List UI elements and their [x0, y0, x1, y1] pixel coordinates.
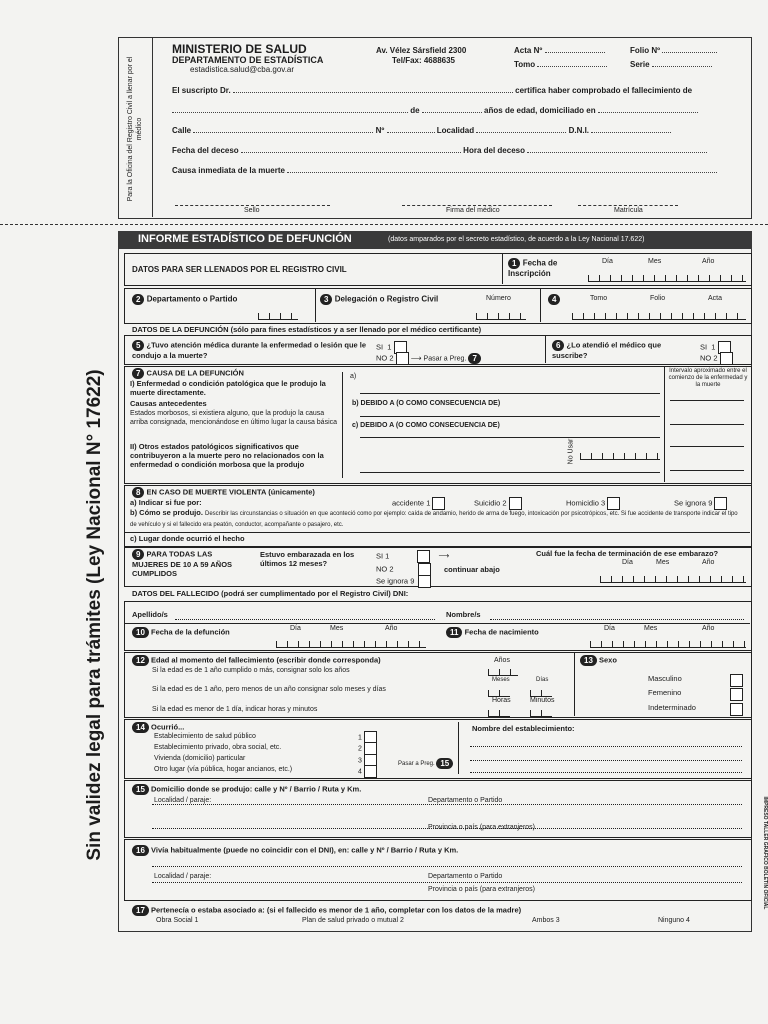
intervalo-a[interactable] [670, 400, 744, 401]
datos-fallecido-title: DATOS DEL FALLECIDO (podrá ser cumplimentado por el Registro Civil) DNI: [132, 589, 409, 598]
watermark-text: Sin validez legal para trámites (Ley Nacional N° 17622) [84, 369, 105, 861]
top-side-label: Para la Oficina del Registro Civil a llenar por el médico [127, 56, 143, 202]
firma-label: Firma del médico [446, 207, 500, 214]
informe-title: INFORME ESTADÍSTICO DE DEFUNCIÓN [138, 233, 352, 245]
indeterminado-checkbox[interactable] [730, 703, 743, 716]
q11-label: 11 Fecha de nacimiento [446, 627, 539, 638]
edad-dias-field[interactable] [530, 686, 552, 697]
edad-horas-field[interactable] [488, 706, 510, 717]
edad-row: de años de edad, domiciliado en [172, 106, 740, 115]
fecha-row: Fecha del deceso Hora del deceso [172, 146, 740, 155]
q5-no-checkbox[interactable] [396, 352, 409, 365]
fecha-nacimiento-field[interactable] [590, 637, 746, 648]
depto-field[interactable] [258, 309, 298, 320]
tomo-folio-acta-field[interactable] [572, 309, 746, 320]
q9-si-checkbox[interactable] [417, 550, 430, 563]
edad-anios-field[interactable] [488, 665, 518, 676]
domicilio-field[interactable] [152, 804, 742, 805]
nombre-establecimiento-1[interactable] [470, 746, 742, 747]
nombre-establecimiento-3[interactable] [470, 772, 742, 773]
cause-b-field[interactable] [360, 416, 660, 417]
apellido-field[interactable] [175, 619, 435, 620]
cause-c-field[interactable] [360, 437, 660, 438]
nombre-establecimiento-2[interactable] [470, 760, 742, 761]
masculino-checkbox[interactable] [730, 674, 743, 687]
q1-label: 1 Fecha de Inscripción [508, 258, 558, 278]
folio-label: Folio Nº [630, 46, 717, 55]
firma-line [402, 205, 552, 206]
femenino-checkbox[interactable] [730, 688, 743, 701]
cut-line [0, 224, 768, 225]
email: estadistica.salud@cba.gov.ar [190, 65, 295, 74]
edad-meses-field[interactable] [488, 686, 510, 697]
fecha-inscripcion-field[interactable] [588, 271, 746, 282]
q8-title: 8 EN CASO DE MUERTE VIOLENTA (únicamente) [132, 487, 315, 498]
cause-a-field[interactable] [360, 393, 660, 394]
delegacion-field[interactable] [476, 309, 526, 320]
intervalo-b[interactable] [670, 424, 744, 425]
address: Av. Vélez Sársfield 2300 [376, 46, 467, 55]
q12-label: 12 Edad al momento del fallecimiento (escribir donde corresponda) [132, 655, 381, 666]
datos-defuncion-title: DATOS DE LA DEFUNCIÓN (sólo para fines estadísticos y a ser llenado por el médico certificante) [132, 325, 482, 334]
nombre-field[interactable] [490, 619, 744, 620]
ministry-title: MINISTERIO DE SALUD [172, 42, 307, 56]
matricula-line [578, 205, 678, 206]
q16-label: 16 Vivía habitualmente (puede no coincidir con el DNI), en: calle y Nº / Barrio / Ruta y Km. [132, 845, 458, 856]
vivia-field[interactable] [152, 866, 742, 867]
plan-salud-option[interactable]: Plan de salud privado o mutual 2 [302, 917, 404, 924]
no-usar-field [580, 449, 660, 460]
department: DEPARTAMENTO DE ESTADÍSTICA [172, 55, 324, 65]
top-side-divider [152, 37, 153, 217]
serie-label: Serie [630, 60, 712, 69]
tomo-label: Tomo [514, 60, 607, 69]
q6-no-checkbox[interactable] [720, 352, 733, 365]
q17-label: 17 Pertenecía o estaba asociado a: (si el fallecido es menor de 1 año, completar con los datos de la madre) [132, 905, 521, 916]
sello-label: Sello [244, 207, 260, 214]
q13-label: 13 Sexo [580, 655, 617, 666]
fecha-defuncion-field[interactable] [276, 637, 426, 648]
cause-ii-field[interactable] [360, 472, 660, 473]
q9-title: 9 PARA TODAS LAS MUJERES DE 10 A 59 AÑOS CUMPLIDOS [132, 549, 233, 578]
q15-label: 15 Domicilio donde se produjo: calle y Nº / Barrio / Ruta y Km. [132, 784, 361, 795]
registro-title: DATOS PARA SER LLENADOS POR EL REGISTRO CIVIL [132, 265, 347, 274]
obra-social-option[interactable]: Obra Social 1 [156, 917, 199, 924]
ambos-option[interactable]: Ambos 3 [532, 917, 560, 924]
suscripto-row: El suscripto Dr. certifica haber comprobado el fallecimiento de [172, 86, 693, 95]
q6-label: 6 ¿Lo atendió el médico que suscribe? [552, 340, 662, 360]
q2-label: 2 Departamento o Partido [132, 294, 237, 305]
q7-title: 7 CAUSA DE LA DEFUNCIÓN [132, 368, 244, 379]
vivia-localidad-field[interactable] [152, 882, 742, 883]
matricula-label: Matrícula [614, 207, 643, 214]
calle-row: Calle Nº Localidad D.N.I. [172, 126, 740, 135]
embarazo-fecha-field[interactable] [600, 572, 746, 583]
ocurrio-4-checkbox[interactable] [364, 765, 377, 778]
informe-header [118, 231, 752, 249]
sello-line [175, 205, 330, 206]
acta-label: Acta Nº [514, 46, 605, 55]
registro-divider [502, 253, 503, 284]
q10-label: 10 Fecha de la defunción [132, 627, 230, 638]
q9-seignora-checkbox[interactable] [418, 575, 431, 588]
side-imprint: IMPRESO TALLER GRÁFICO BOLETÍN OFICIAL [762, 796, 768, 910]
informe-subtitle: (datos amparados por el secreto estadístico, de acuerdo a la Ley Nacional 17.622) [388, 236, 645, 243]
causa-row: Causa inmediata de la muerte [172, 166, 740, 175]
intervalo-ii[interactable] [670, 470, 744, 471]
intervalo-c[interactable] [670, 446, 744, 447]
q3-label: 3 Delegación o Registro Civil [320, 294, 438, 305]
edad-minutos-field[interactable] [530, 706, 552, 717]
ninguno-option[interactable]: Ninguno 4 [658, 917, 690, 924]
q14-label: 14 Ocurrió... [132, 722, 184, 733]
q4-label: 4 [548, 294, 560, 305]
q5-label: 5 ¿Tuvo atención médica durante la enfermedad o lesión que le condujo a la muerte? [132, 340, 367, 360]
phone: Tel/Fax: 4688635 [392, 56, 456, 65]
